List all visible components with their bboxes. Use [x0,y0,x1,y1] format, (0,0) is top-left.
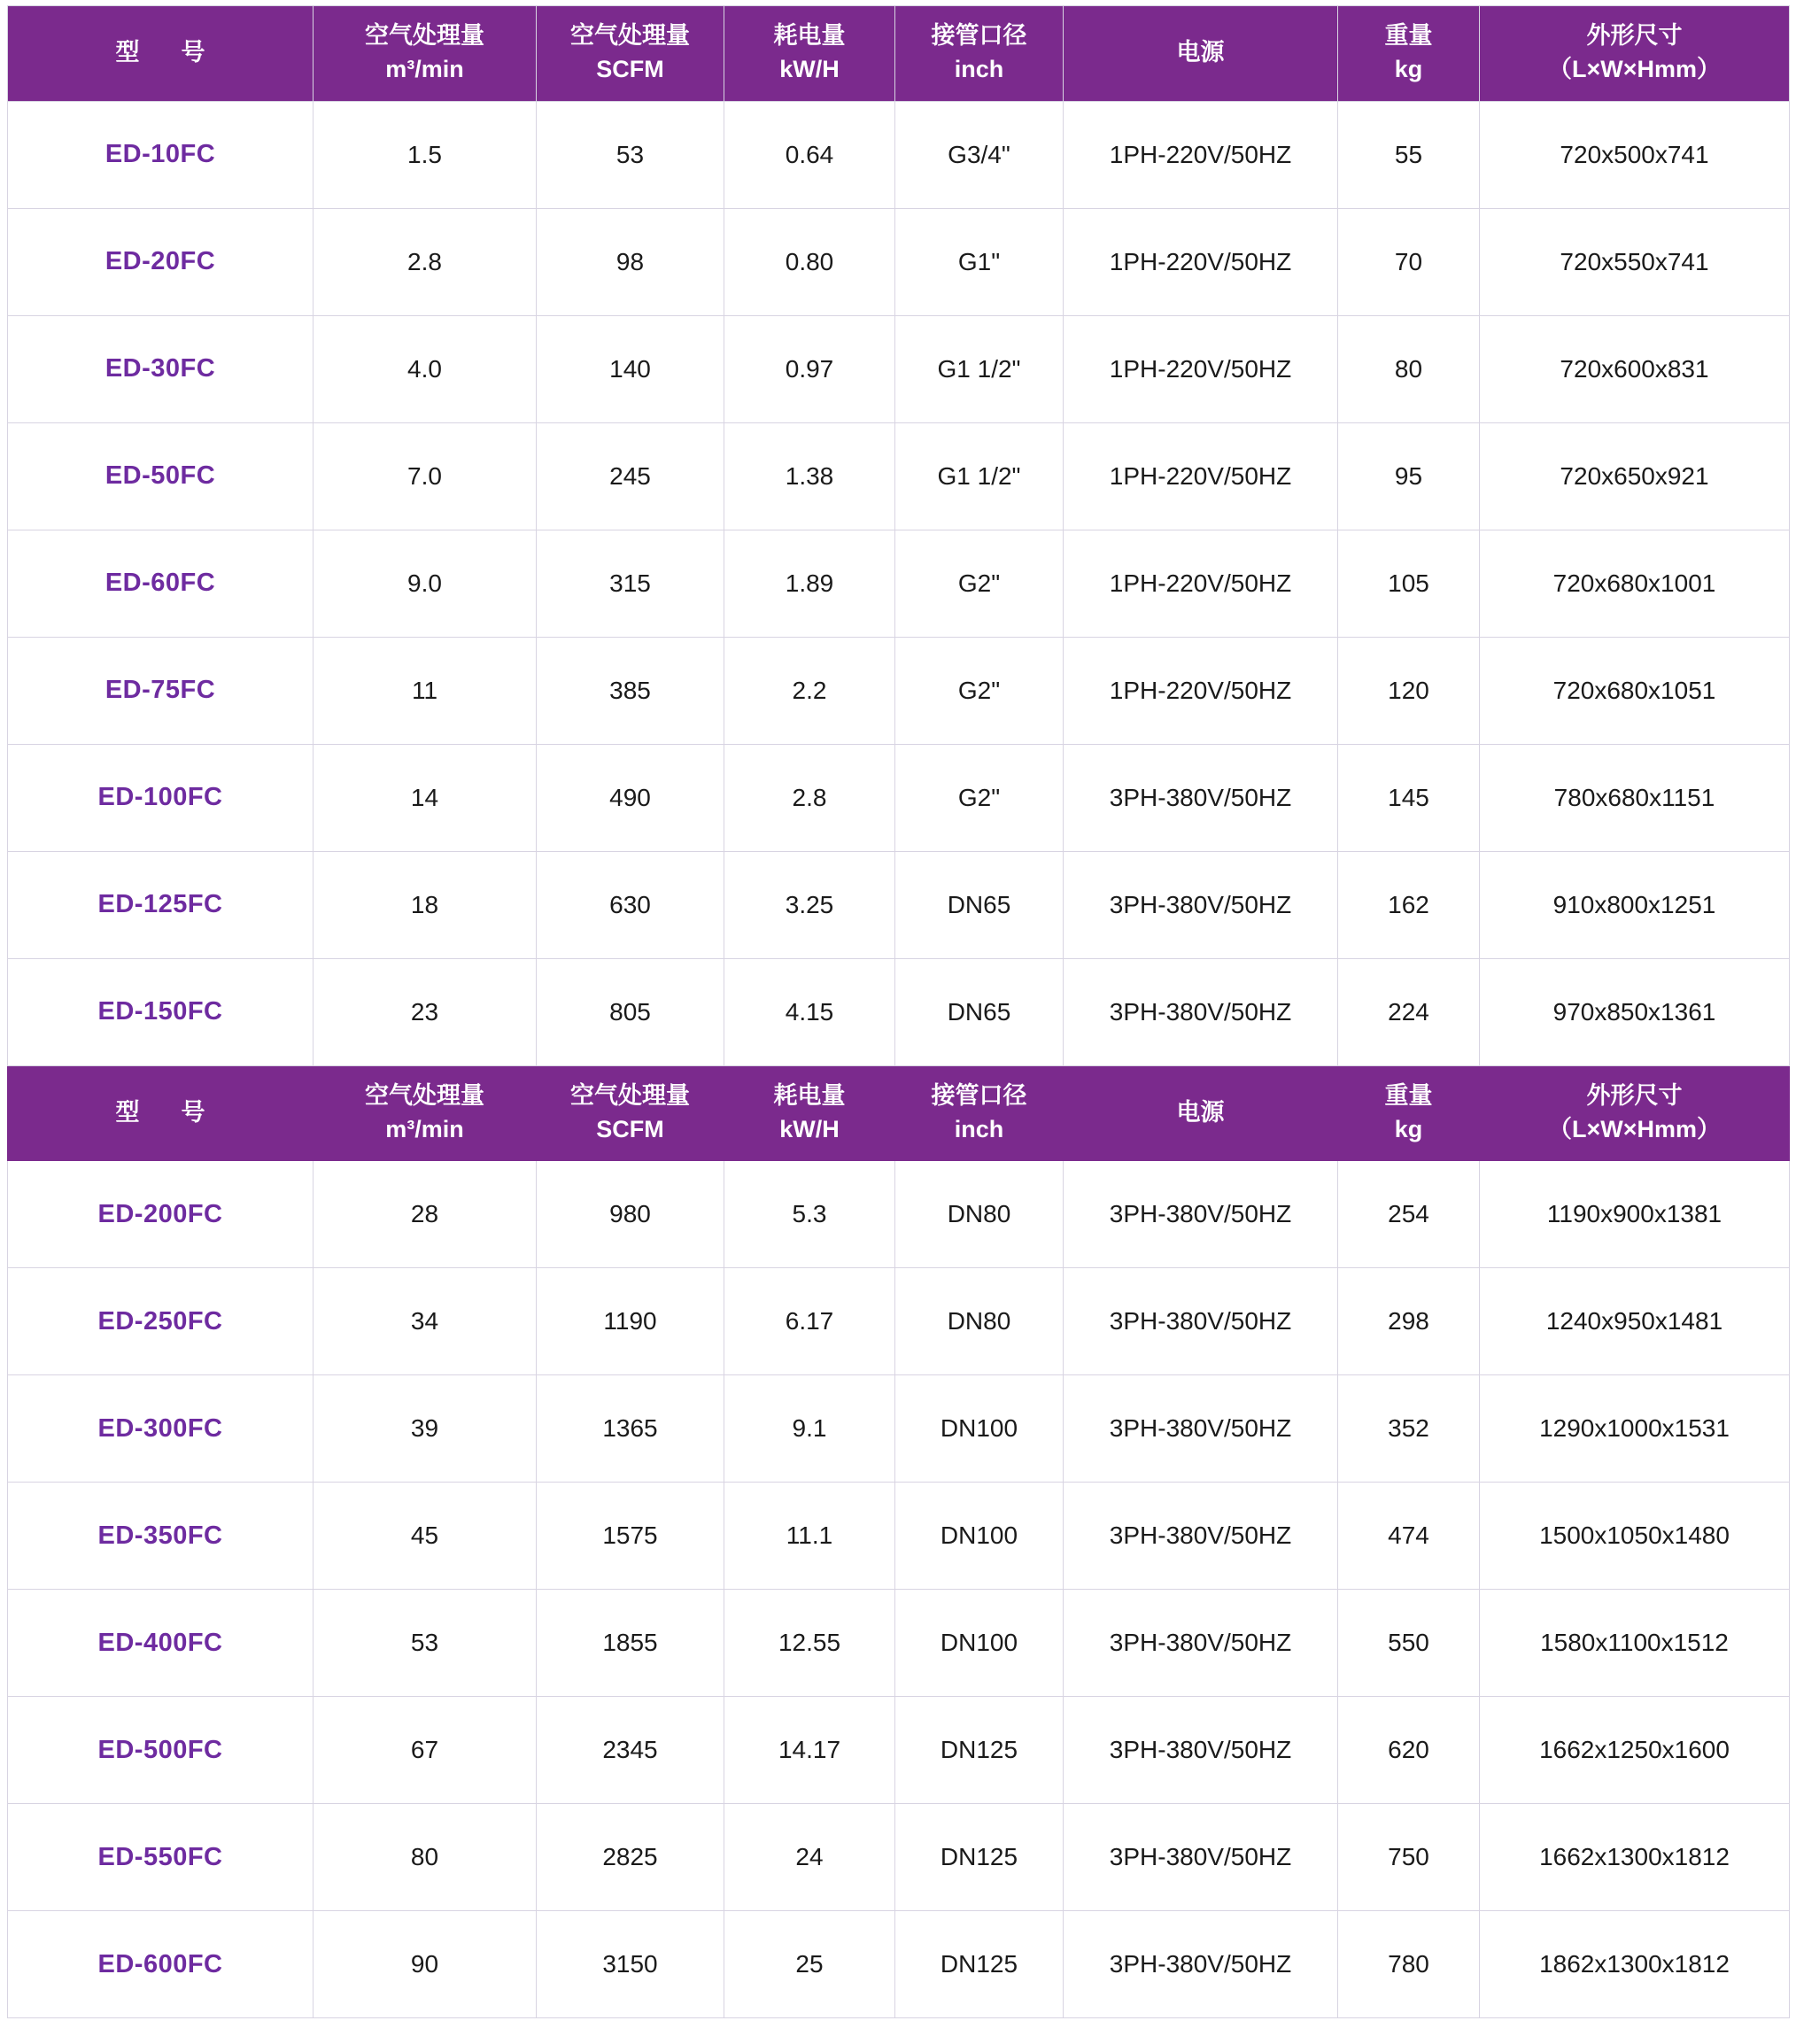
cell-weight: 224 [1338,958,1480,1065]
column-header-air-scfm [537,6,724,102]
cell-dimensions: 1662x1250x1600 [1480,1697,1790,1804]
cell-weight: 298 [1338,1268,1480,1375]
cell-air-m3: 18 [314,851,537,958]
cell-supply: 3PH-380V/50HZ [1064,744,1338,851]
cell-supply: 1PH-220V/50HZ [1064,315,1338,422]
column-header-supply-line1: 电源 [1176,1098,1225,1126]
table-row [8,101,1790,208]
cell-air-scfm: 1855 [537,1590,724,1697]
cell-supply: 3PH-380V/50HZ [1064,1590,1338,1697]
cell-dimensions: 780x680x1151 [1480,744,1790,851]
cell-pipe: DN125 [895,1804,1064,1911]
cell-model: ED-600FC [8,1911,314,2018]
cell-weight: 162 [1338,851,1480,958]
table-row [8,1911,1790,2018]
table-body-section-1 [8,101,1790,1065]
cell-air-m3: 34 [314,1268,537,1375]
table-row [8,1268,1790,1375]
cell-air-scfm: 245 [537,422,724,530]
cell-air-scfm: 140 [537,315,724,422]
cell-model: ED-250FC [8,1268,314,1375]
cell-pipe: DN125 [895,1697,1064,1804]
cell-power-use: 6.17 [724,1268,895,1375]
cell-air-scfm: 2825 [537,1804,724,1911]
table-row [8,208,1790,315]
column-header-dimensions-line1: 外形尺寸 [1586,1081,1683,1109]
cell-supply: 3PH-380V/50HZ [1064,1804,1338,1911]
cell-weight: 105 [1338,530,1480,637]
cell-weight: 80 [1338,315,1480,422]
cell-air-scfm: 385 [537,637,724,744]
cell-air-scfm: 315 [537,530,724,637]
cell-pipe: G1" [895,208,1064,315]
cell-power-use: 1.89 [724,530,895,637]
column-header-pipe [895,1065,1064,1161]
cell-weight: 352 [1338,1375,1480,1483]
column-header-pipe [895,6,1064,102]
column-header-model-line1: 型 号 [115,39,214,66]
column-header-dimensions-line2: （L×W×Hmm） [1547,1115,1722,1142]
cell-power-use: 2.2 [724,637,895,744]
column-header-dimensions-line2: （L×W×Hmm） [1547,56,1722,83]
cell-air-scfm: 805 [537,958,724,1065]
cell-power-use: 11.1 [724,1483,895,1590]
cell-supply: 3PH-380V/50HZ [1064,1268,1338,1375]
cell-power-use: 0.64 [724,101,895,208]
column-header-weight [1338,1065,1480,1161]
cell-model: ED-50FC [8,422,314,530]
column-header-air-m3-line2: m³/min [385,56,464,83]
cell-weight: 550 [1338,1590,1480,1697]
cell-dimensions: 1190x900x1381 [1480,1161,1790,1268]
cell-pipe: G1 1/2" [895,422,1064,530]
cell-air-scfm: 2345 [537,1697,724,1804]
table-header-section-2 [8,1065,1790,1161]
cell-model: ED-75FC [8,637,314,744]
column-header-weight [1338,6,1480,102]
cell-dimensions: 720x680x1051 [1480,637,1790,744]
cell-dimensions: 1662x1300x1812 [1480,1804,1790,1911]
cell-pipe: DN100 [895,1590,1064,1697]
column-header-dimensions [1480,1065,1790,1161]
cell-weight: 95 [1338,422,1480,530]
cell-weight: 780 [1338,1911,1480,2018]
column-header-supply [1064,1065,1338,1161]
cell-pipe: G3/4" [895,101,1064,208]
column-header-air-scfm-line1: 空气处理量 [570,1081,690,1109]
cell-air-m3: 67 [314,1697,537,1804]
cell-pipe: DN65 [895,958,1064,1065]
cell-weight: 145 [1338,744,1480,851]
header-row [8,6,1790,102]
column-header-air-scfm [537,1065,724,1161]
cell-model: ED-500FC [8,1697,314,1804]
column-header-air-scfm-line2: SCFM [596,1115,664,1142]
column-header-dimensions [1480,6,1790,102]
cell-model: ED-350FC [8,1483,314,1590]
column-header-weight-line2: kg [1394,56,1423,83]
cell-air-m3: 28 [314,1161,537,1268]
cell-supply: 3PH-380V/50HZ [1064,1697,1338,1804]
cell-supply: 1PH-220V/50HZ [1064,637,1338,744]
column-header-air-m3-line1: 空气处理量 [365,1081,484,1109]
cell-model: ED-300FC [8,1375,314,1483]
column-header-power-use-line1: 耗电量 [773,22,846,49]
cell-dimensions: 1500x1050x1480 [1480,1483,1790,1590]
cell-air-m3: 90 [314,1911,537,2018]
column-header-power-use-line2: kW/H [779,1115,840,1142]
cell-air-scfm: 53 [537,101,724,208]
cell-air-scfm: 490 [537,744,724,851]
cell-weight: 620 [1338,1697,1480,1804]
cell-pipe: DN100 [895,1483,1064,1590]
cell-power-use: 2.8 [724,744,895,851]
cell-air-m3: 45 [314,1483,537,1590]
cell-dimensions: 1862x1300x1812 [1480,1911,1790,2018]
cell-supply: 1PH-220V/50HZ [1064,530,1338,637]
cell-weight: 70 [1338,208,1480,315]
cell-air-m3: 4.0 [314,315,537,422]
cell-weight: 254 [1338,1161,1480,1268]
cell-dimensions: 1580x1100x1512 [1480,1590,1790,1697]
cell-model: ED-200FC [8,1161,314,1268]
cell-air-scfm: 980 [537,1161,724,1268]
column-header-model [8,1065,314,1161]
cell-weight: 55 [1338,101,1480,208]
cell-dimensions: 720x550x741 [1480,208,1790,315]
cell-supply: 3PH-380V/50HZ [1064,851,1338,958]
column-header-air-m3-line1: 空气处理量 [365,22,484,49]
cell-air-m3: 2.8 [314,208,537,315]
cell-supply: 3PH-380V/50HZ [1064,1375,1338,1483]
table-body-section-2 [8,1161,1790,2018]
cell-air-m3: 9.0 [314,530,537,637]
cell-supply: 3PH-380V/50HZ [1064,1483,1338,1590]
header-row [8,1065,1790,1161]
cell-air-scfm: 630 [537,851,724,958]
cell-supply: 1PH-220V/50HZ [1064,101,1338,208]
table-row [8,1590,1790,1697]
cell-pipe: G2" [895,744,1064,851]
column-header-supply [1064,6,1338,102]
table-row [8,530,1790,637]
cell-pipe: DN100 [895,1375,1064,1483]
cell-air-scfm: 1190 [537,1268,724,1375]
table-header-section-1 [8,6,1790,102]
table-row [8,1161,1790,1268]
cell-power-use: 9.1 [724,1375,895,1483]
column-header-pipe-line1: 接管口径 [931,22,1027,49]
column-header-air-scfm-line2: SCFM [596,56,664,83]
cell-power-use: 3.25 [724,851,895,958]
cell-power-use: 5.3 [724,1161,895,1268]
table-row [8,744,1790,851]
cell-power-use: 1.38 [724,422,895,530]
column-header-power-use [724,6,895,102]
column-header-air-m3 [314,6,537,102]
cell-dimensions: 970x850x1361 [1480,958,1790,1065]
cell-pipe: DN65 [895,851,1064,958]
cell-model: ED-20FC [8,208,314,315]
cell-supply: 3PH-380V/50HZ [1064,1161,1338,1268]
column-header-air-m3-line2: m³/min [385,1115,464,1142]
table-row [8,1697,1790,1804]
cell-dimensions: 1240x950x1481 [1480,1268,1790,1375]
cell-power-use: 25 [724,1911,895,2018]
cell-model: ED-550FC [8,1804,314,1911]
cell-air-scfm: 3150 [537,1911,724,2018]
table-row [8,851,1790,958]
cell-air-m3: 14 [314,744,537,851]
cell-model: ED-125FC [8,851,314,958]
cell-power-use: 0.80 [724,208,895,315]
cell-supply: 3PH-380V/50HZ [1064,1911,1338,2018]
column-header-model-line1: 型 号 [115,1098,214,1126]
table-row [8,958,1790,1065]
column-header-power-use-line1: 耗电量 [773,1081,846,1109]
column-header-pipe-line2: inch [954,56,1004,83]
cell-pipe: DN125 [895,1911,1064,2018]
cell-model: ED-10FC [8,101,314,208]
cell-power-use: 14.17 [724,1697,895,1804]
cell-air-m3: 11 [314,637,537,744]
column-header-pipe-line2: inch [954,1115,1004,1142]
cell-pipe: DN80 [895,1268,1064,1375]
cell-pipe: DN80 [895,1161,1064,1268]
cell-model: ED-60FC [8,530,314,637]
cell-power-use: 12.55 [724,1590,895,1697]
cell-power-use: 24 [724,1804,895,1911]
cell-supply: 3PH-380V/50HZ [1064,958,1338,1065]
cell-power-use: 0.97 [724,315,895,422]
column-header-power-use [724,1065,895,1161]
cell-model: ED-100FC [8,744,314,851]
column-header-air-m3 [314,1065,537,1161]
cell-model: ED-30FC [8,315,314,422]
column-header-model [8,6,314,102]
table-row [8,1483,1790,1590]
table-row [8,637,1790,744]
cell-model: ED-400FC [8,1590,314,1697]
cell-air-scfm: 98 [537,208,724,315]
cell-weight: 750 [1338,1804,1480,1911]
column-header-dimensions-line1: 外形尺寸 [1586,22,1683,49]
cell-supply: 1PH-220V/50HZ [1064,208,1338,315]
cell-dimensions: 720x500x741 [1480,101,1790,208]
cell-pipe: G2" [895,637,1064,744]
cell-air-m3: 39 [314,1375,537,1483]
cell-dimensions: 720x600x831 [1480,315,1790,422]
cell-air-m3: 23 [314,958,537,1065]
cell-air-scfm: 1365 [537,1375,724,1483]
cell-model: ED-150FC [8,958,314,1065]
cell-air-m3: 7.0 [314,422,537,530]
table-row [8,1804,1790,1911]
cell-air-m3: 1.5 [314,101,537,208]
column-header-air-scfm-line1: 空气处理量 [570,22,690,49]
cell-air-m3: 53 [314,1590,537,1697]
column-header-weight-line1: 重量 [1384,22,1433,49]
cell-air-m3: 80 [314,1804,537,1911]
column-header-weight-line2: kg [1394,1115,1423,1142]
specification-table [7,5,1790,2018]
column-header-power-use-line2: kW/H [779,56,840,83]
column-header-supply-line1: 电源 [1176,39,1225,66]
table-row [8,422,1790,530]
column-header-pipe-line1: 接管口径 [931,1081,1027,1109]
table-row [8,1375,1790,1483]
cell-power-use: 4.15 [724,958,895,1065]
cell-pipe: G2" [895,530,1064,637]
column-header-weight-line1: 重量 [1384,1081,1433,1109]
cell-weight: 474 [1338,1483,1480,1590]
cell-pipe: G1 1/2" [895,315,1064,422]
cell-dimensions: 720x650x921 [1480,422,1790,530]
cell-dimensions: 910x800x1251 [1480,851,1790,958]
cell-dimensions: 1290x1000x1531 [1480,1375,1790,1483]
table-row [8,315,1790,422]
cell-weight: 120 [1338,637,1480,744]
cell-dimensions: 720x680x1001 [1480,530,1790,637]
cell-air-scfm: 1575 [537,1483,724,1590]
cell-supply: 1PH-220V/50HZ [1064,422,1338,530]
